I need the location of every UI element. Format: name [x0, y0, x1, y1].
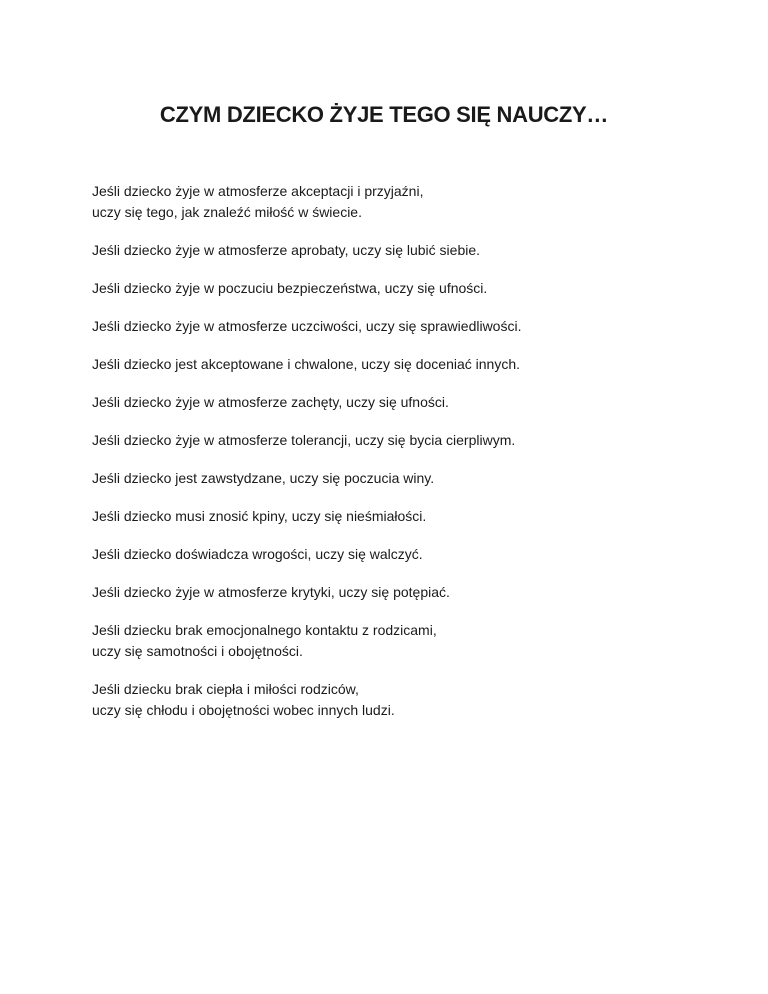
verse-line: uczy się samotności i obojętności.: [92, 643, 303, 659]
verse-line: Jeśli dziecku brak ciepła i miłości rodziców,: [92, 681, 359, 697]
verse-line: Jeśli dziecko żyje w atmosferze akceptacji i przyjaźni,: [92, 183, 424, 199]
verse: [92, 240, 732, 261]
verse: [92, 506, 732, 527]
verse: [92, 430, 732, 451]
verse-line: Jeśli dziecko żyje w atmosferze tolerancji, uczy się bycia cierpliwym.: [92, 432, 516, 448]
verse-line: uczy się chłodu i obojętności wobec innych ludzi.: [92, 702, 395, 718]
verse: [92, 181, 732, 223]
verse-line: Jeśli dziecko musi znosić kpiny, uczy się nieśmiałości.: [92, 508, 427, 524]
verse-line: Jeśli dziecko żyje w atmosferze aprobaty, uczy się lubić siebie.: [92, 242, 481, 258]
page-title: CZYM DZIECKO ŻYJE TEGO SIĘ NAUCZY…: [159, 102, 609, 127]
verse-line: Jeśli dziecko żyje w atmosferze zachęty, uczy się ufności.: [92, 394, 449, 410]
verse: [92, 468, 732, 489]
verse-line: uczy się tego, jak znaleźć miłość w świecie.: [92, 204, 362, 220]
verse: [92, 544, 732, 565]
verse-line: Jeśli dziecko żyje w atmosferze uczciwości, uczy się sprawiedliwości.: [92, 318, 522, 334]
verse-line: Jeśli dziecko żyje w atmosferze krytyki, uczy się potępiać.: [92, 584, 450, 600]
verse-list: [92, 181, 732, 738]
verse-line: Jeśli dziecko jest akceptowane i chwalone, uczy się doceniać innych.: [92, 356, 521, 372]
verse: [92, 316, 732, 337]
verse: [92, 278, 732, 299]
verse: [92, 392, 732, 413]
verse: [92, 354, 732, 375]
verse: [92, 679, 732, 721]
verse-line: Jeśli dziecko żyje w poczuciu bezpieczeństwa, uczy się ufności.: [92, 280, 488, 296]
verse-line: Jeśli dziecko jest zawstydzane, uczy się poczucia winy.: [92, 470, 435, 486]
verse: [92, 620, 732, 662]
verse-line: Jeśli dziecku brak emocjonalnego kontaktu z rodzicami,: [92, 622, 437, 638]
verse-line: Jeśli dziecko doświadcza wrogości, uczy się walczyć.: [92, 546, 423, 562]
verse: [92, 582, 732, 603]
